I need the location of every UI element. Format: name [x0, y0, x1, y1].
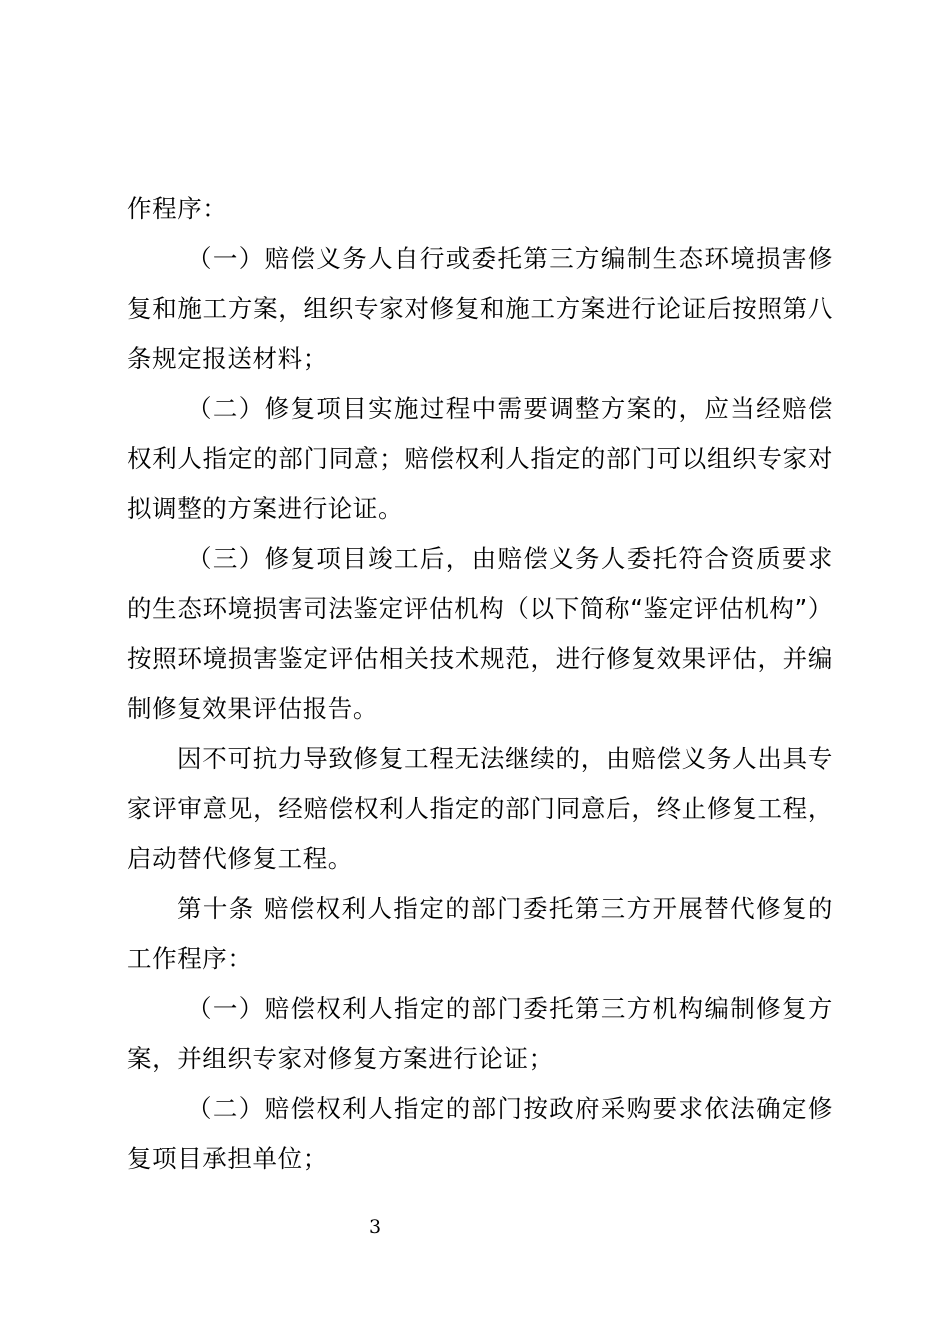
paragraph-force-majeure: 因不可抗力导致修复工程无法继续的，由赔偿义务人出具专家评审意见，经赔偿权利人指定的部门同意后，终止修复工程，启动替代修复工程。 [127, 744, 833, 873]
paragraph-continuation: 作程序： [127, 194, 228, 223]
paragraph-item-3: （三）修复项目竣工后，由赔偿义务人委托符合资质要求的生态环境损害司法鉴定评估机构（以下简称“鉴定评估机构”）按照环境损害鉴定评估相关技术规范，进行修复效果评估，并编制修复效果评估报告。 [127, 544, 833, 723]
paragraph-article-10-item-2: （二）赔偿权利人指定的部门按政府采购要求依法确定修复项目承担单位； [127, 1094, 833, 1173]
document-body [127, 184, 833, 1184]
paragraph-article-10-item-1: （一）赔偿权利人指定的部门委托第三方机构编制修复方案，并组织专家对修复方案进行论证； [127, 994, 833, 1073]
page-number [0, 1215, 950, 1239]
page-number-text: 3 [368, 1216, 382, 1238]
paragraph-item-1: （一）赔偿义务人自行或委托第三方编制生态环境损害修复和施工方案，组织专家对修复和施工方案进行论证后按照第八条规定报送材料； [127, 244, 833, 373]
article-10-heading: 第十条 赔偿权利人指定的部门委托第三方开展替代修复的工作程序： [127, 894, 833, 973]
paragraph-item-2: （二）修复项目实施过程中需要调整方案的，应当经赔偿权利人指定的部门同意；赔偿权利人指定的部门可以组织专家对拟调整的方案进行论证。 [127, 394, 833, 523]
